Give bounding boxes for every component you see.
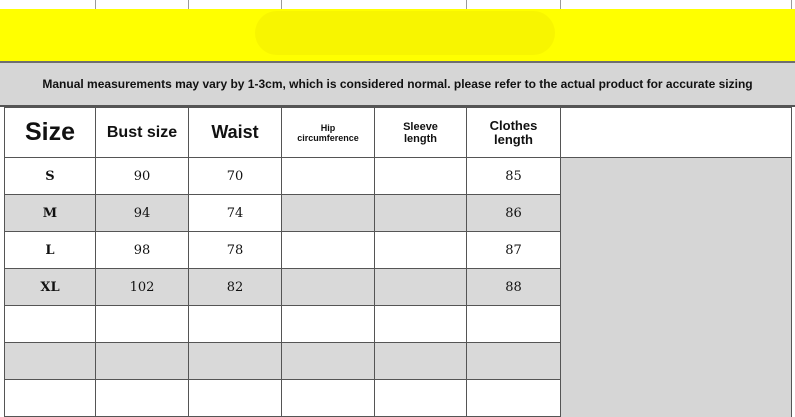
header-clothes-length: Clothes length <box>467 108 561 158</box>
sleeve-value <box>375 232 467 269</box>
header-row <box>5 108 792 158</box>
empty-cell <box>189 306 282 343</box>
side-panel <box>561 158 792 417</box>
header-hip-circumference: Hip circumference <box>282 108 375 158</box>
header-waist: Waist <box>189 108 282 158</box>
header-sleeve-length: Sleeve length <box>375 108 467 158</box>
hip-value <box>282 158 375 195</box>
hip-value <box>282 195 375 232</box>
empty-cell <box>282 343 375 380</box>
length-value: 85 <box>467 158 561 195</box>
size-label: S <box>5 158 96 195</box>
empty-cell <box>467 343 561 380</box>
sleeve-value <box>375 158 467 195</box>
bust-value: 102 <box>96 269 189 306</box>
bust-value: 90 <box>96 158 189 195</box>
waist-value: 82 <box>189 269 282 306</box>
empty-cell <box>5 306 96 343</box>
length-value: 87 <box>467 232 561 269</box>
table-row <box>5 158 792 195</box>
length-value: 86 <box>467 195 561 232</box>
empty-cell <box>375 380 467 417</box>
empty-cell <box>189 380 282 417</box>
size-label: L <box>5 232 96 269</box>
hip-value <box>282 232 375 269</box>
size-label: M <box>5 195 96 232</box>
header-blank <box>561 108 792 158</box>
empty-cell <box>375 343 467 380</box>
empty-cell <box>5 380 96 417</box>
empty-cell <box>282 306 375 343</box>
size-chart-table <box>4 107 792 417</box>
measurement-note-text: Manual measurements may vary by 1-3cm, which is considered normal. please refer to the actual product for accurate sizing <box>42 77 753 91</box>
sleeve-value <box>375 195 467 232</box>
waist-value: 78 <box>189 232 282 269</box>
empty-cell <box>282 380 375 417</box>
empty-cell <box>375 306 467 343</box>
hip-value <box>282 269 375 306</box>
empty-cell <box>467 306 561 343</box>
size-label: XL <box>5 269 96 306</box>
sleeve-value <box>375 269 467 306</box>
bust-value: 98 <box>96 232 189 269</box>
bust-value: 94 <box>96 195 189 232</box>
banner-glare <box>255 11 555 55</box>
empty-cell <box>96 306 189 343</box>
waist-value: 74 <box>189 195 282 232</box>
measurement-note <box>0 63 795 107</box>
empty-cell <box>96 343 189 380</box>
empty-cell <box>467 380 561 417</box>
length-value: 88 <box>467 269 561 306</box>
empty-cell <box>96 380 189 417</box>
header-size: Size <box>5 108 96 158</box>
yellow-banner <box>0 9 795 63</box>
header-bust-size: Bust size <box>96 108 189 158</box>
waist-value: 70 <box>189 158 282 195</box>
empty-cell <box>5 343 96 380</box>
empty-cell <box>189 343 282 380</box>
